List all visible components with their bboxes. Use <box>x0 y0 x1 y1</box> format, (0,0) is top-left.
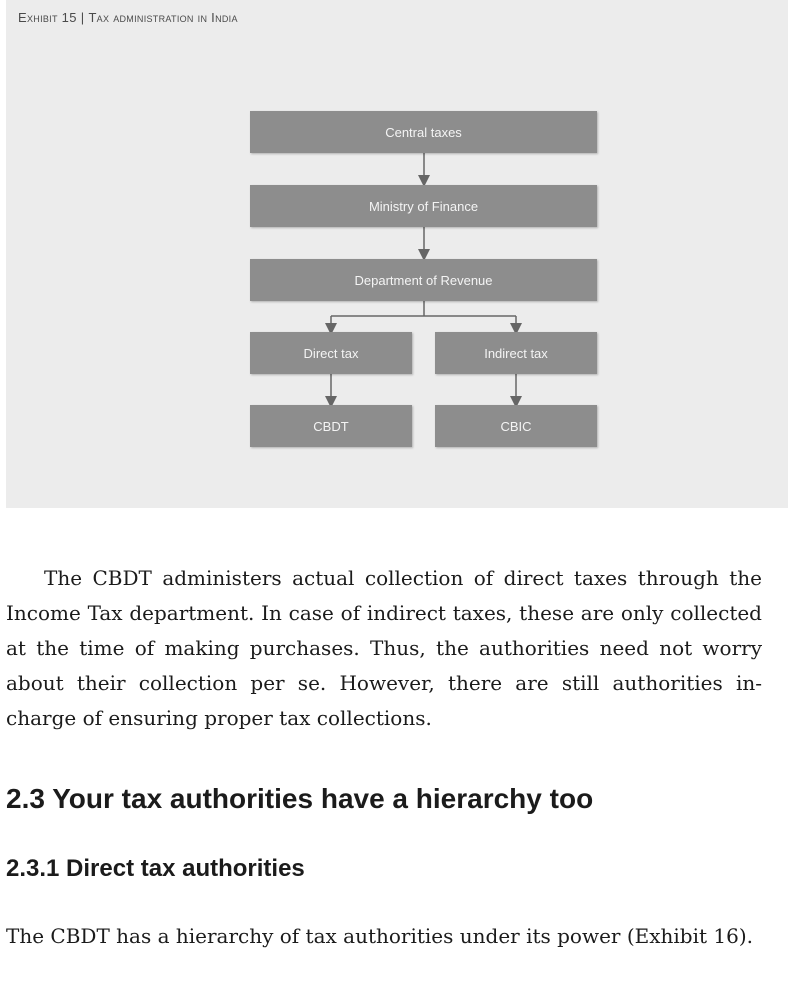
exhibit-separator: | <box>80 10 85 25</box>
exhibit-label: Exhibit 15 <box>18 10 77 25</box>
node-cbic: CBIC <box>435 405 597 447</box>
exhibit-caption: Tax administration in India <box>88 10 238 25</box>
node-department-of-revenue: Department of Revenue <box>250 259 597 301</box>
node-direct-tax: Direct tax <box>250 332 412 374</box>
node-indirect-tax: Indirect tax <box>435 332 597 374</box>
exhibit-figure <box>6 0 788 508</box>
node-cbdt: CBDT <box>250 405 412 447</box>
node-central-taxes: Central taxes <box>250 111 597 153</box>
subsection-heading-2-3-1: 2.3.1 Direct tax authorities <box>6 855 305 882</box>
section-heading-2-3: 2.3 Your tax authorities have a hierarchy too <box>6 783 594 814</box>
body-paragraph-1: The CBDT administers actual collection of direct taxes through the Income Tax department. In case of indirect taxes, these are only collected at the time of making purchases. Thus, the authorities need not worry about their collection per se. However, there are still authorities in-charge of ensuring proper tax collections. <box>6 566 762 730</box>
node-ministry-of-finance: Ministry of Finance <box>250 185 597 227</box>
body-paragraph-2: The CBDT has a hierarchy of tax authorities under its power (Exhibit 16). <box>6 924 754 948</box>
